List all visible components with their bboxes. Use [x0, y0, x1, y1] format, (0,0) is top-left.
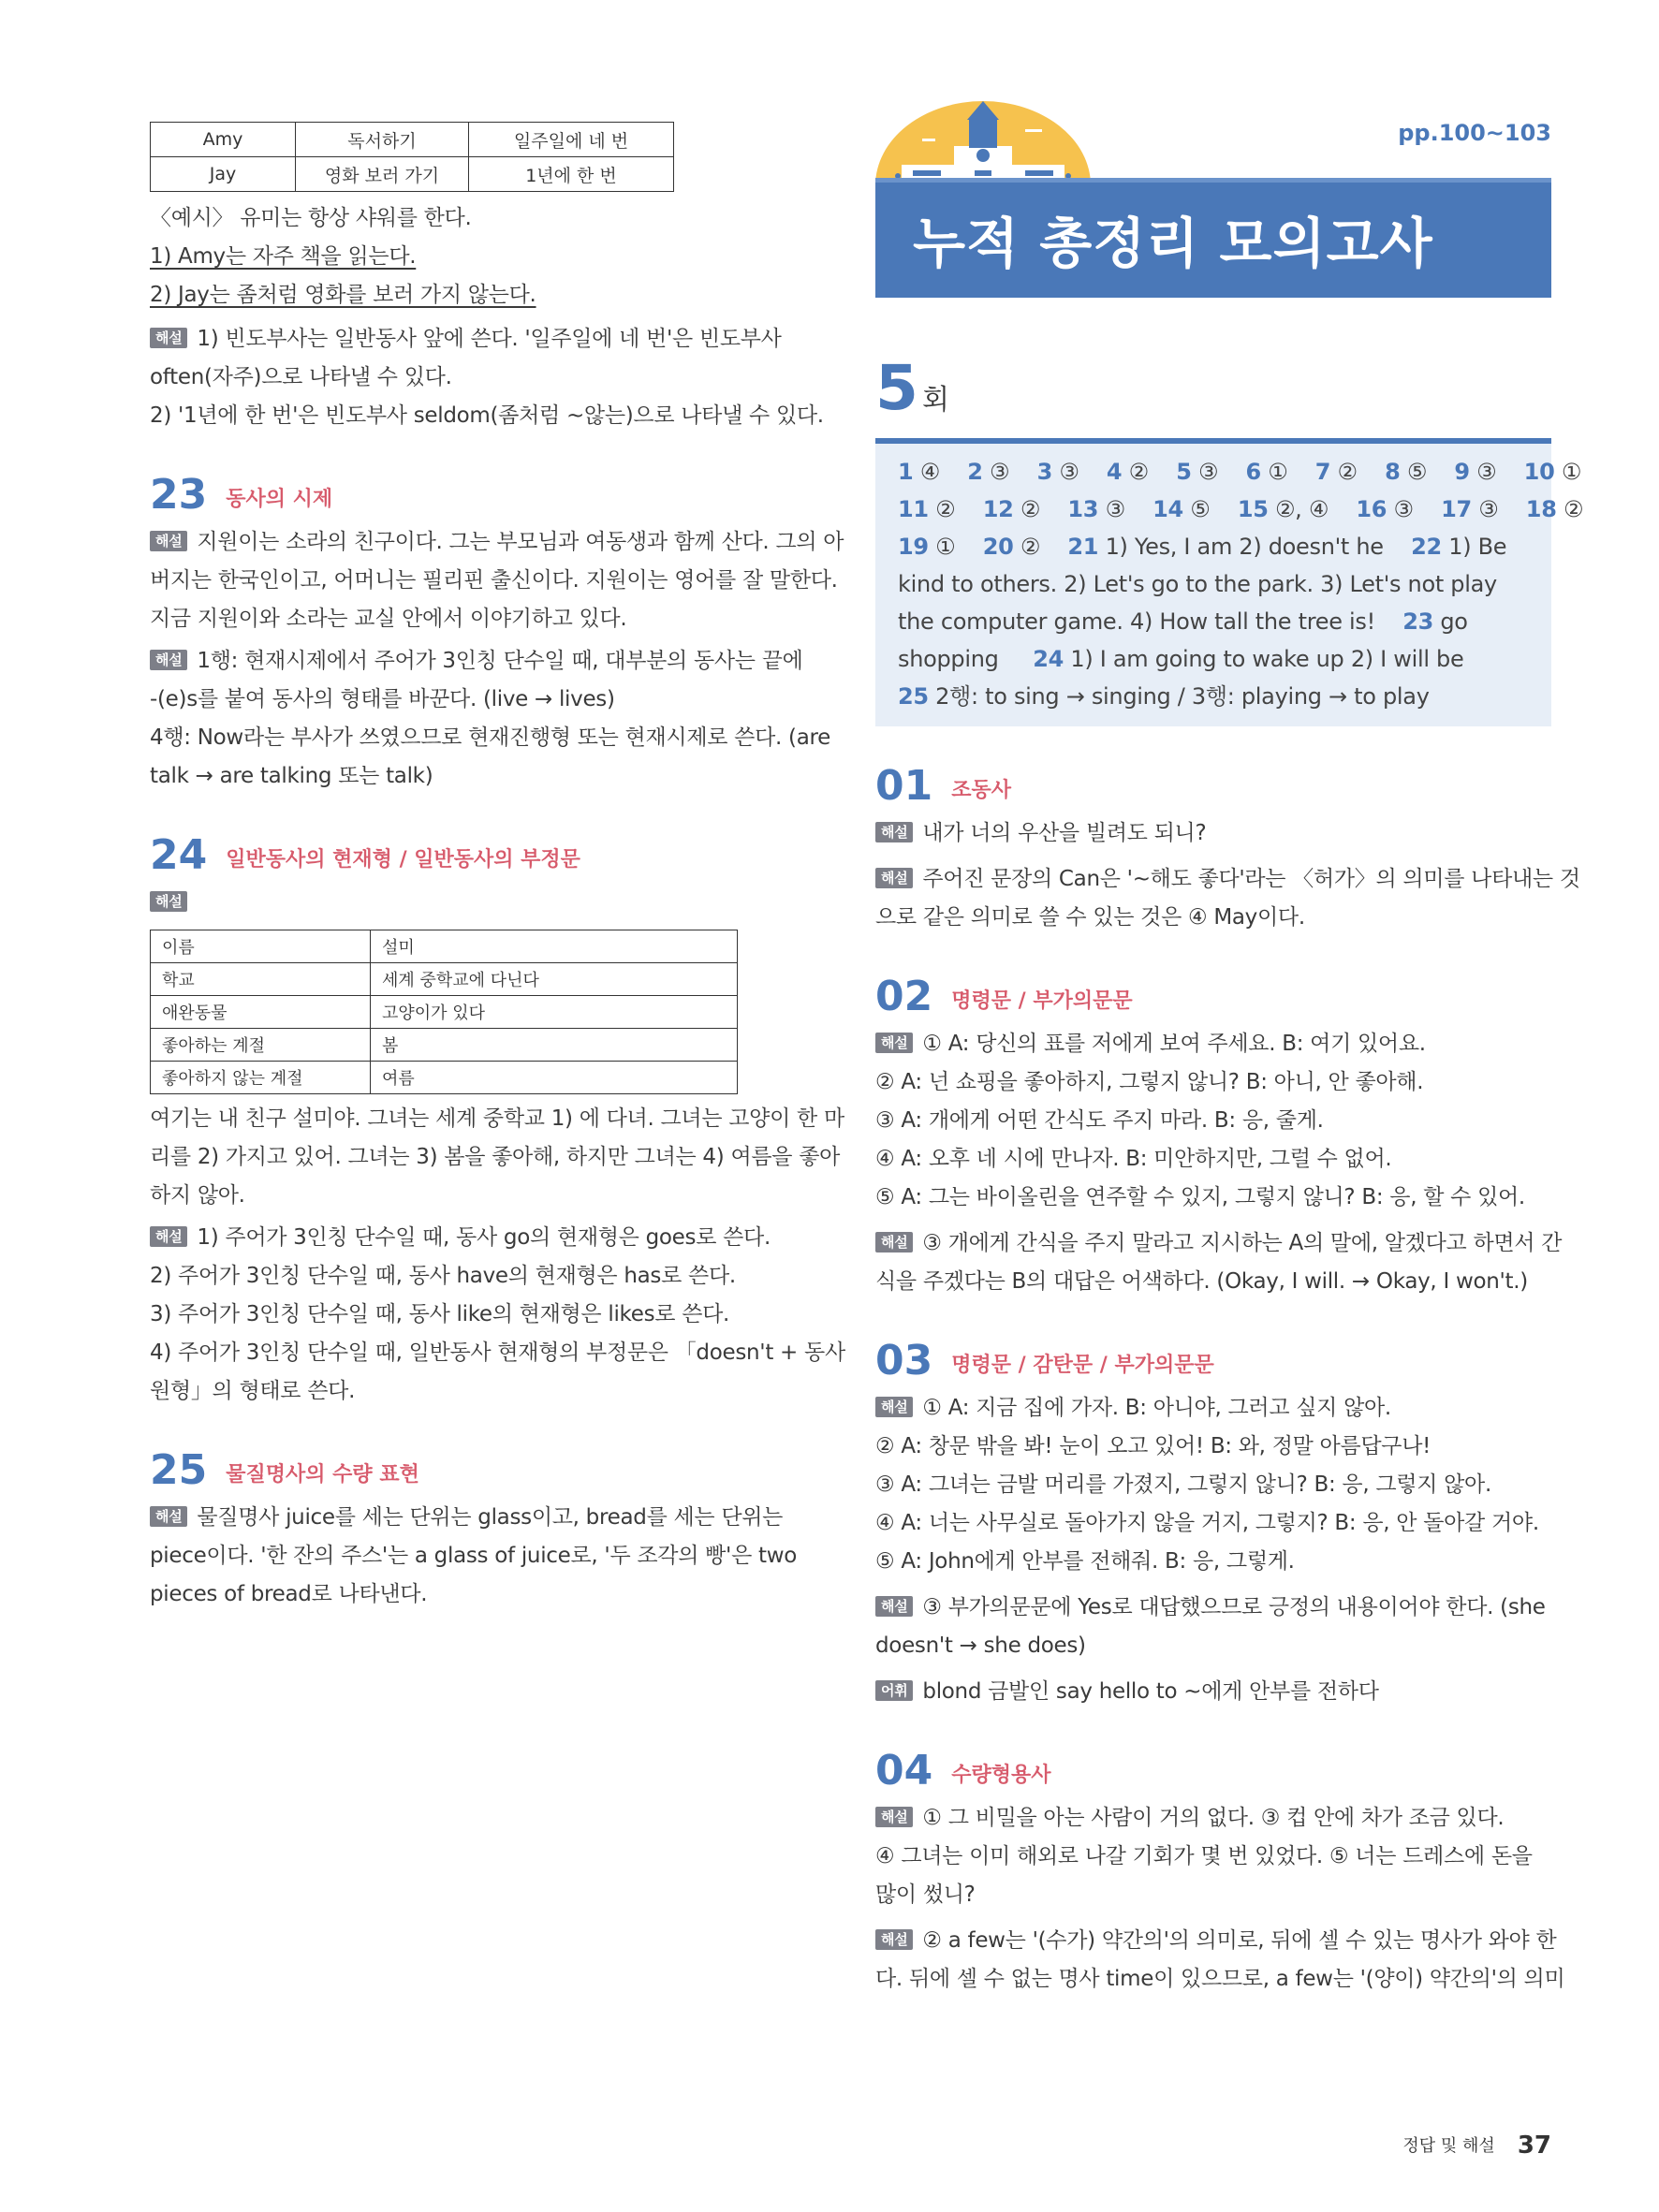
question-02-header: [875, 974, 1551, 1019]
question-number: 04: [875, 1747, 933, 1795]
translation-line: ② A: 창문 밖을 봐! 눈이 오고 있어! B: 와, 정말 아름답구나!: [875, 1434, 1431, 1458]
table-cell: 애완동물: [151, 996, 371, 1029]
answer-number: 21: [1067, 534, 1099, 560]
table-cell: 세계 중학교에 다닌다: [371, 963, 738, 996]
translation-line: ④ A: 너는 사무실로 돌아가지 않을 거지, 그렇지? B: 응, 안 돌아갈 거야.: [875, 1511, 1539, 1535]
chapter-banner: [875, 75, 1551, 300]
answer-number: 24: [1033, 646, 1064, 672]
translation-line: ⑤ A: 그는 바이올린을 연주할 수 있지, 그렇지 않니? B: 응, 할 수 있어.: [875, 1185, 1525, 1209]
answer-number: 20: [982, 534, 1014, 560]
left-column: [150, 122, 845, 1614]
question-title: 조동사: [951, 779, 1011, 802]
translation-line: ② A: 넌 쇼핑을 좋아하지, 그렇지 않니? B: 아니, 안 좋아해.: [875, 1070, 1424, 1094]
top-explanation: [150, 320, 824, 435]
answer-number: 16: [1356, 496, 1387, 522]
question-04-header: [875, 1749, 1551, 1794]
answer-value: ①: [1268, 459, 1288, 485]
answer-value: ①: [1561, 459, 1582, 485]
answer-number: 1: [898, 459, 914, 485]
answer-value: ③: [1393, 496, 1414, 522]
table-cell: 설미: [371, 930, 738, 963]
answer-value: 2행: to sing → singing / 3행: playing → to play: [935, 683, 1430, 710]
explanation-line: doesn't → she does): [875, 1633, 1086, 1658]
explanation-tag: 해설: [150, 531, 187, 551]
explanation-line: 으로 같은 의미로 쓸 수 있는 것은 ④ May이다.: [875, 905, 1305, 930]
answer-value: 1) Be: [1448, 534, 1507, 560]
explanation-tag: 해설: [150, 1506, 187, 1527]
vocab-tag: 어휘: [875, 1680, 913, 1701]
explanation-line: 1) 빈도부사는 일반동사 앞에 쓴다. '일주일에 네 번'은 빈도부사: [197, 327, 782, 351]
explanation-line: ③ 개에게 간식을 주지 말라고 지시하는 A의 말에, 알겠다고 하면서 간: [922, 1231, 1563, 1255]
explanation-line: ③ 부가의문문에 Yes로 대답했으므로 긍정의 내용이어야 한다. (she: [922, 1595, 1546, 1619]
table-row: [151, 930, 738, 963]
page-number: 37: [1517, 2131, 1551, 2160]
answer-row: kind to others. 2) Let's go to the park. 3) Let's not play: [898, 571, 1497, 597]
answer-value: ②: [1563, 496, 1584, 522]
question-title: 명령문 / 감탄문 / 부가의문문: [951, 1354, 1214, 1377]
question-03-header: [875, 1339, 1551, 1384]
explanation-tag: 해설: [150, 328, 187, 348]
answer-value: ②: [1020, 534, 1041, 560]
answer-number: 11: [898, 496, 929, 522]
question-number: 02: [875, 973, 933, 1020]
answer-number: 22: [1411, 534, 1442, 560]
answer-number: 23: [1402, 608, 1434, 635]
answer-number: 7: [1314, 459, 1331, 485]
answer-number: 9: [1454, 459, 1470, 485]
page-footer: [1402, 2131, 1551, 2160]
section-title: 일반동사의 현재형 / 일반동사의 부정문: [226, 848, 580, 872]
answer-row: [898, 678, 1529, 715]
translation-line: 많이 썼니?: [875, 1882, 976, 1907]
explanation-tag: 해설: [875, 1232, 913, 1252]
answer-value: ③: [1105, 496, 1125, 522]
answer-value: ①: [935, 534, 956, 560]
answer-row: [898, 528, 1529, 565]
translation-line: 버지는 한국인이고, 어머니는 필리핀 출신이다. 지원이는 영어를 잘 말한다.: [150, 568, 838, 593]
answer-number: 10: [1523, 459, 1555, 485]
translation-line: 지원이는 소라의 친구이다. 그는 부모님과 여동생과 함께 산다. 그의 아: [197, 530, 844, 554]
explanation-line: 4) 주어가 3인칭 단수일 때, 일반동사 현재형의 부정문은 「doesn't + 동사: [150, 1340, 845, 1365]
answer-number: 4: [1106, 459, 1123, 485]
explanation-tag: 해설: [875, 822, 913, 842]
table-cell: 학교: [151, 963, 371, 996]
explanation-line: 2) 주어가 3인칭 단수일 때, 동사 have의 현재형은 has로 쓴다.: [150, 1264, 736, 1288]
table-cell: 1년에 한 번: [469, 157, 674, 192]
explanation-line: 식을 주겠다는 B의 대답은 어색하다. (Okay, I will. → Okay, I won't.): [875, 1269, 1528, 1294]
clock-tower-icon: [875, 101, 1091, 185]
answer-value: the computer game. 4) How tall the tree is!: [898, 608, 1375, 635]
table-cell: 일주일에 네 번: [469, 123, 674, 157]
paragraph-line: 하지 않아.: [150, 1183, 245, 1208]
explanation-tag: 해설: [875, 1596, 913, 1617]
answer-value: ②, ④: [1274, 496, 1329, 522]
table-row: [151, 123, 674, 157]
round-number: 5: [875, 352, 918, 424]
explanation-tag: 해설: [875, 868, 913, 888]
paragraph-line: 리를 2) 가지고 있어. 그녀는 3) 봄을 좋아해, 하지만 그녀는 4) 여름을 좋아: [150, 1145, 841, 1169]
example-line: 〈예시〉 유미는 항상 샤워를 한다.: [150, 206, 472, 230]
answer-number: 14: [1152, 496, 1183, 522]
vocab-line: blond 금발인 say hello to ~에게 안부를 전하다: [922, 1679, 1379, 1704]
section-title: 물질명사의 수량 표현: [226, 1463, 419, 1487]
table-cell: 영화 보러 가기: [296, 157, 469, 192]
round-block: [875, 352, 1584, 1999]
answer-number: 12: [982, 496, 1014, 522]
frequency-table: [150, 122, 674, 192]
translation-line: ③ A: 그녀는 금발 머리를 가졌지, 그렇지 않니? B: 응, 그렇지 않아.: [875, 1472, 1491, 1497]
example-line: 1) Amy는 자주 책을 읽는다.: [150, 244, 417, 269]
answer-value: ③: [1476, 459, 1497, 485]
answer-row: [898, 640, 1529, 678]
answer-value: 1) Yes, I am 2) doesn't he: [1105, 534, 1384, 560]
section-25-header: [150, 1448, 824, 1493]
question-title: 명령문 / 부가의문문: [951, 989, 1133, 1013]
answer-value: ③: [1197, 459, 1219, 485]
explanation-line: pieces of bread로 나타낸다.: [150, 1582, 428, 1606]
answer-number: 25: [898, 683, 929, 710]
answer-number: 15: [1237, 496, 1269, 522]
explanation-tag: 해설: [150, 1226, 187, 1247]
answer-row: [898, 603, 1529, 640]
table-row: [151, 157, 674, 192]
table-row: [151, 1062, 738, 1094]
example-line: 2) Jay는 좀처럼 영화를 보러 가지 않는다.: [150, 283, 536, 307]
answer-number: 17: [1441, 496, 1472, 522]
explanation-tag: 해설: [875, 1807, 913, 1827]
explanation-tag: 해설: [875, 1397, 913, 1417]
explanation-tag: 해설: [875, 1929, 913, 1950]
answer-number: 8: [1385, 459, 1401, 485]
section-number: 23: [150, 471, 208, 519]
answer-row: [898, 453, 1582, 491]
answer-value: ②: [1337, 459, 1358, 485]
translation-line: ④ A: 오후 네 시에 만나자. B: 미안하지만, 그럴 수 없어.: [875, 1147, 1392, 1171]
explanation-line: 1행: 현재시제에서 주어가 3인칭 단수일 때, 대부분의 동사는 끝에: [197, 649, 803, 673]
explanation-line: 물질명사 juice를 세는 단위는 glass이고, bread를 세는 단위는: [197, 1505, 784, 1530]
answer-value: ②: [1128, 459, 1149, 485]
translation-line: ① A: 지금 집에 가자. B: 아니야, 그러고 싶지 않아.: [922, 1396, 1391, 1420]
paragraph-line: 여기는 내 친구 설미야. 그녀는 세계 중학교 1) 에 다녀. 그녀는 고양이 한 마: [150, 1106, 844, 1131]
question-title: 수량형용사: [951, 1764, 1051, 1787]
answer-value: ③: [990, 459, 1010, 485]
banner-box: [875, 178, 1551, 298]
translation-line: ④ 그녀는 이미 해외로 나갈 기회가 몇 번 있었다. ⑤ 너는 드레스에 돈을: [875, 1844, 1533, 1868]
table-cell: Amy: [151, 123, 296, 157]
section-23-header: [150, 473, 824, 518]
explanation-line: 2) '1년에 한 번'은 빈도부사 seldom(좀처럼 ~않는)으로 나타낼 수 있다.: [150, 403, 824, 428]
right-column: [875, 75, 1584, 1991]
translation-line: ③ A: 개에게 어떤 간식도 주지 마라. B: 응, 줄게.: [875, 1108, 1324, 1133]
section-24-header: [150, 833, 824, 878]
chapter-title: 누적 총정리 모의고사: [913, 212, 1433, 275]
table-cell: 봄: [371, 1029, 738, 1062]
table-cell: Jay: [151, 157, 296, 192]
translation-line: ⑤ A: John에게 안부를 전해줘. B: 응, 그렇게.: [875, 1549, 1295, 1574]
explanation-line: ② a few는 '(수가) 약간의'의 의미로, 뒤에 셀 수 있는 명사가 와야 한: [922, 1928, 1557, 1953]
page-range: pp.100~103: [1398, 120, 1551, 146]
answer-key: [875, 444, 1584, 726]
table-row: [151, 996, 738, 1029]
table-cell: 여름: [371, 1062, 738, 1094]
answer-value: ③: [1478, 496, 1499, 522]
explanation-line: talk → are talking 또는 talk): [150, 764, 433, 788]
answer-number: 6: [1245, 459, 1261, 485]
question-01-header: [875, 764, 1551, 809]
footer-label: 정답 및 해설: [1402, 2136, 1495, 2156]
answer-value: shopping: [898, 646, 999, 672]
answer-value: ⑤: [1190, 496, 1211, 522]
question-number: 01: [875, 762, 933, 810]
round-label: 회: [921, 384, 949, 417]
explanation-line: often(자주)으로 나타낼 수 있다.: [150, 365, 452, 389]
translation-line: 지금 지원이와 소라는 교실 안에서 이야기하고 있다.: [150, 607, 627, 631]
explanation-tag: 해설: [150, 891, 187, 912]
explanation-line: -(e)s를 붙여 동사의 형태를 바꾼다. (live → lives): [150, 687, 615, 711]
section-number: 24: [150, 831, 208, 879]
explanation-tag: 해설: [150, 650, 187, 670]
table-cell: 독서하기: [296, 123, 469, 157]
profile-table: [150, 930, 738, 1094]
answer-number: 5: [1176, 459, 1192, 485]
answer-value: ②: [1020, 496, 1041, 522]
translation-line: ① 그 비밀을 아는 사람이 거의 없다. ③ 컵 안에 차가 조금 있다.: [922, 1806, 1505, 1830]
explanation-line: 3) 주어가 3인칭 단수일 때, 동사 like의 현재형은 likes로 쓴다.: [150, 1302, 730, 1326]
answer-number: 19: [898, 534, 929, 560]
answer-number: 13: [1067, 496, 1099, 522]
explanation-line: piece이다. '한 잔의 주스'는 a glass of juice로, '두 조각의 빵'은 two: [150, 1544, 798, 1568]
question-number: 03: [875, 1337, 933, 1384]
answer-value: ⑤: [1406, 459, 1428, 485]
answer-number: 2: [967, 459, 983, 485]
answer-value: ④: [919, 459, 940, 485]
table-row: [151, 963, 738, 996]
explanation-line: 1) 주어가 3인칭 단수일 때, 동사 go의 현재형은 goes로 쓴다.: [197, 1225, 771, 1250]
answer-value: ③: [1059, 459, 1079, 485]
answer-value: 1) I am going to wake up 2) I will be: [1070, 646, 1464, 672]
translation-line: 내가 너의 우산을 빌려도 되니?: [922, 821, 1207, 845]
answer-number: 3: [1036, 459, 1052, 485]
table-row: [151, 1029, 738, 1062]
explanation-line: 주어진 문장의 Can은 '~해도 좋다'라는 〈허가〉의 의미를 나타내는 것: [922, 867, 1580, 891]
explanation-line: 원형」의 형태로 쓴다.: [150, 1379, 356, 1403]
section-title: 동사의 시제: [226, 488, 333, 511]
explanation-line: 4행: Now라는 부사가 쓰였으므로 현재진행형 또는 현재시제로 쓴다. (are: [150, 725, 830, 750]
example-block: [150, 199, 824, 315]
translation-line: ① A: 당신의 표를 저에게 보여 주세요. B: 여기 있어요.: [922, 1032, 1426, 1056]
section-number: 25: [150, 1446, 208, 1494]
table-cell: 이름: [151, 930, 371, 963]
explanation-tag: 해설: [875, 1033, 913, 1053]
answer-value: ②: [935, 496, 956, 522]
answer-number: 18: [1525, 496, 1557, 522]
answer-row: [898, 491, 1584, 528]
table-cell: 좋아하지 않는 계절: [151, 1062, 371, 1094]
table-cell: 고양이가 있다: [371, 996, 738, 1029]
table-cell: 좋아하는 계절: [151, 1029, 371, 1062]
answer-value: go: [1440, 608, 1468, 635]
explanation-line: 다. 뒤에 셀 수 없는 명사 time이 있으므로, a few는 '(양이) 약간의'의 의미: [875, 1967, 1565, 1991]
